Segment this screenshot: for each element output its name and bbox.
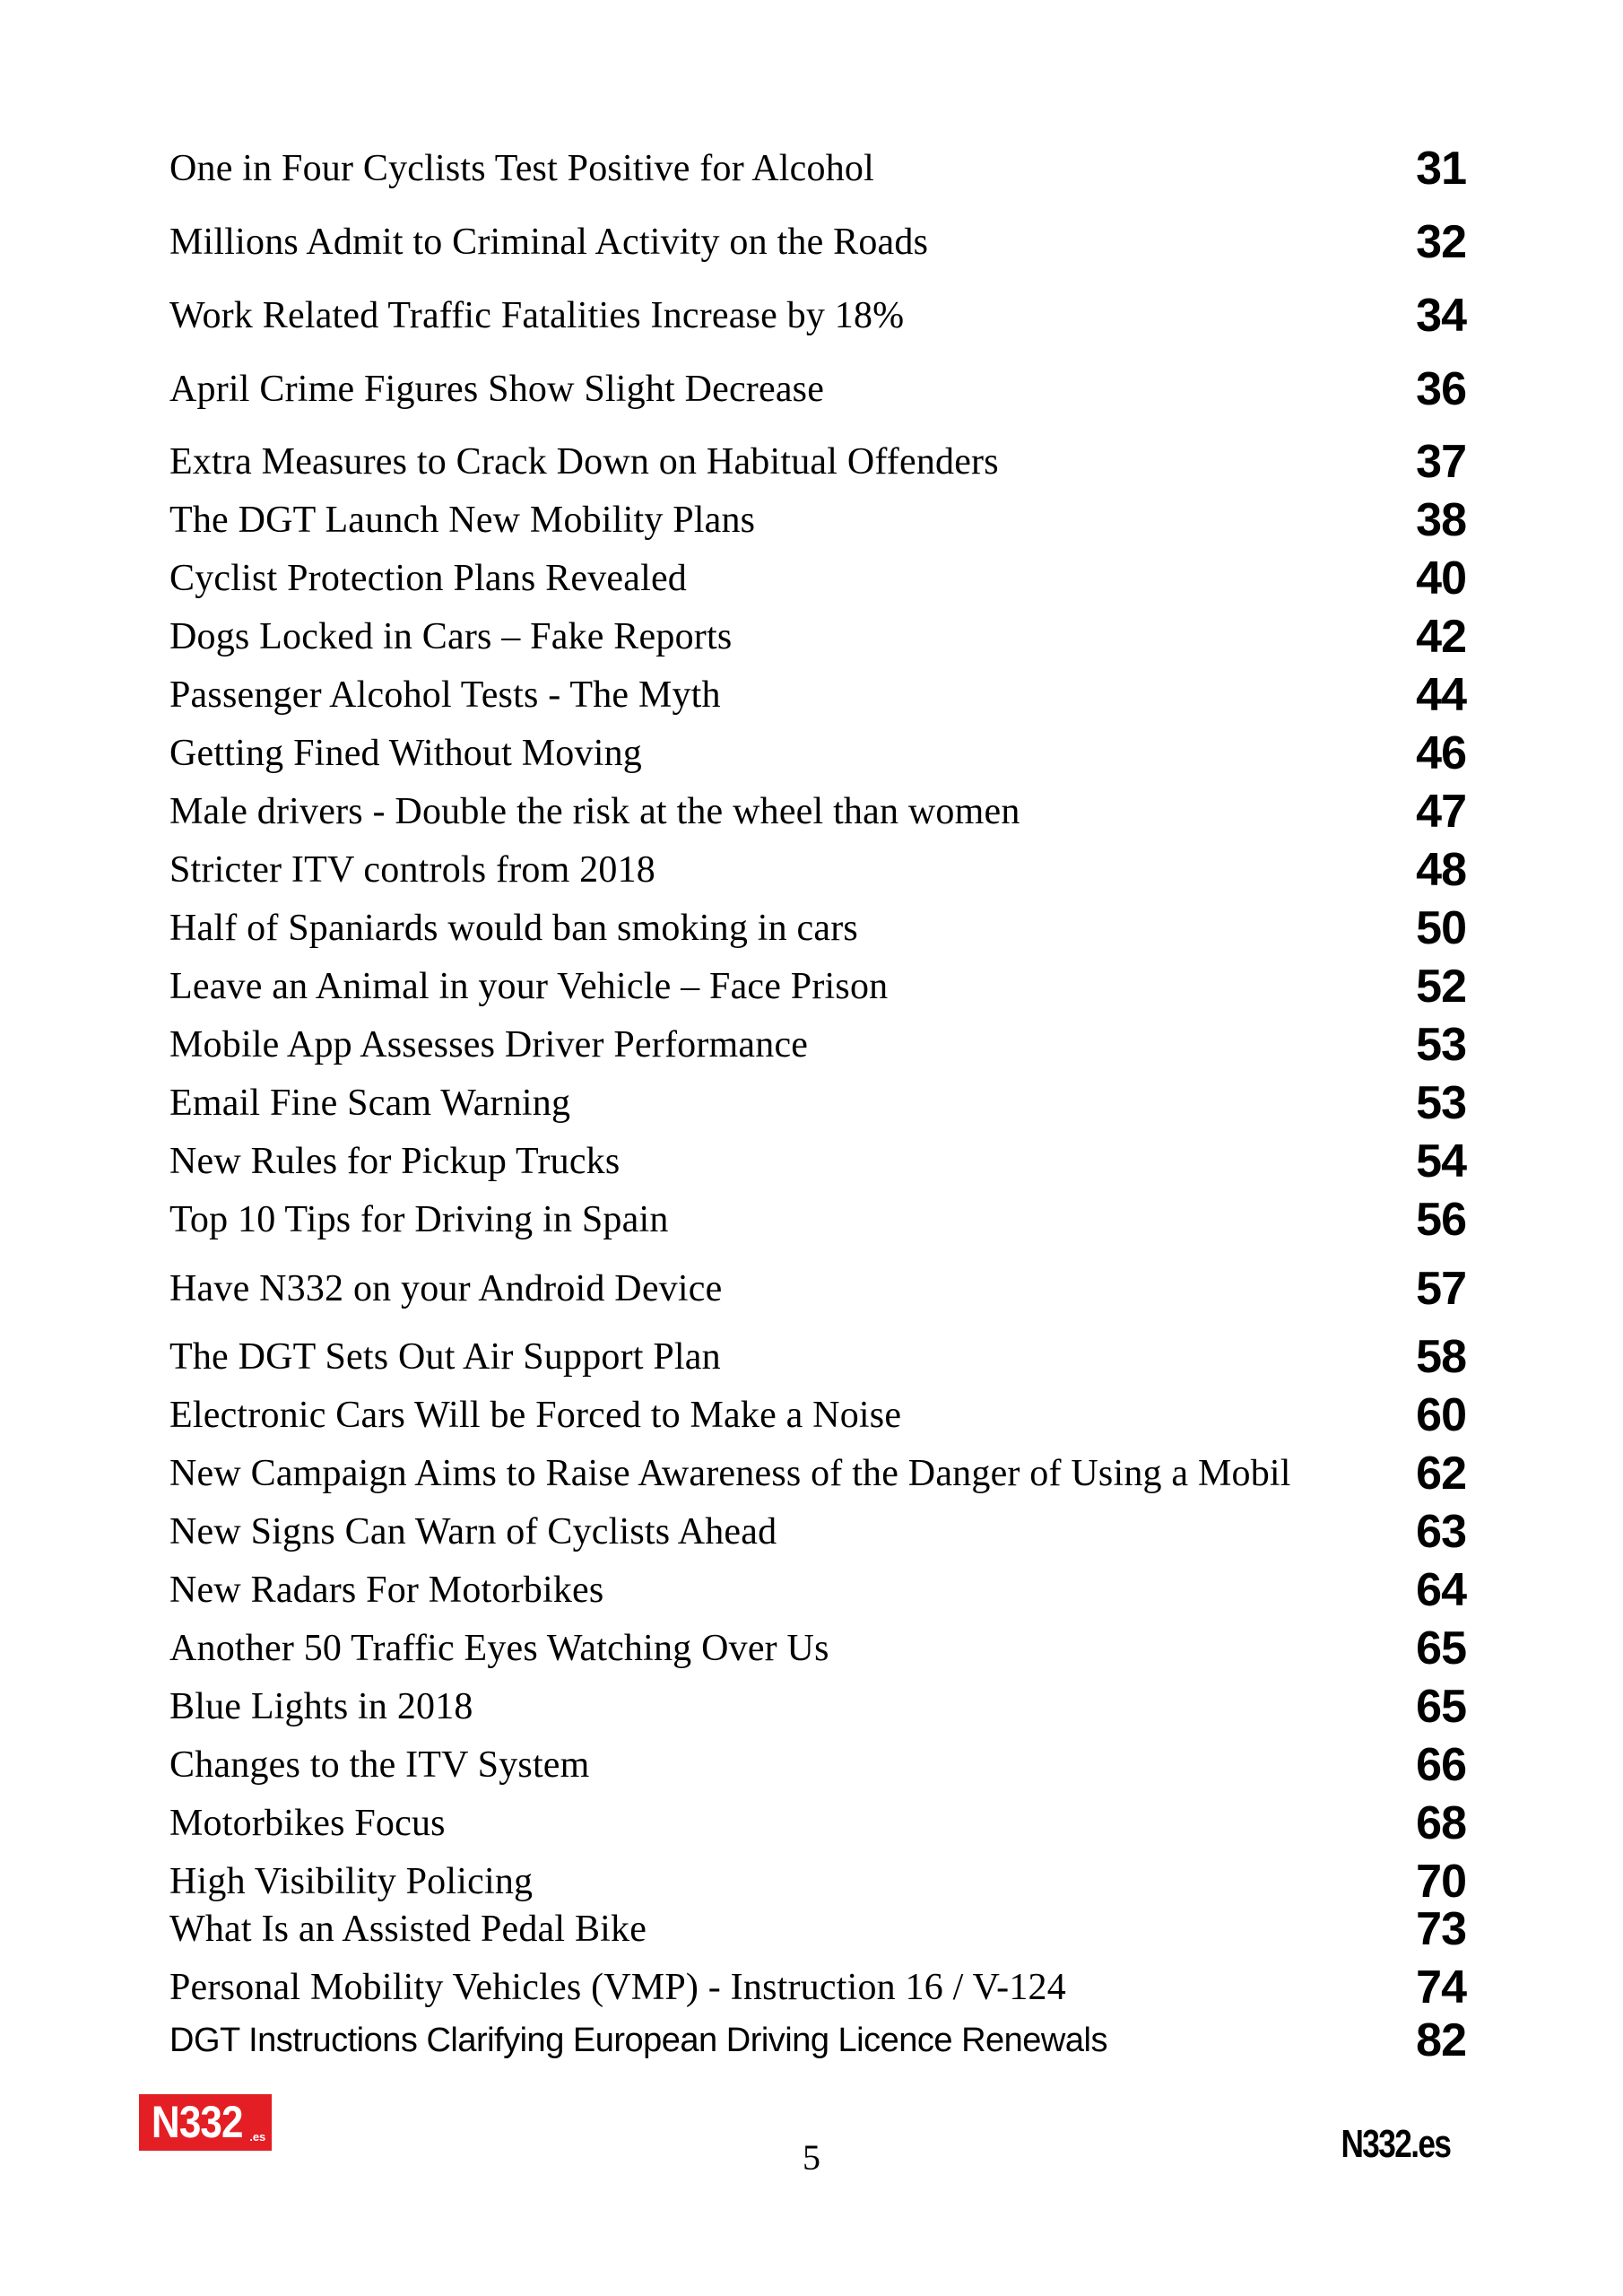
toc-entry bbox=[0, 1262, 1623, 1316]
toc-entry-title: New Rules for Pickup Trucks bbox=[169, 1141, 621, 1182]
toc-entry-page-number: 82 bbox=[1416, 2014, 1466, 2066]
toc-entry bbox=[0, 610, 1623, 664]
toc-entry bbox=[0, 362, 1623, 416]
toc-entry bbox=[0, 726, 1623, 780]
toc-entry bbox=[0, 493, 1623, 547]
toc-entry-title: Stricter ITV controls from 2018 bbox=[169, 849, 655, 891]
toc-entry-page-number: 73 bbox=[1416, 1903, 1466, 1955]
toc-entry-title: New Signs Can Warn of Cyclists Ahead bbox=[169, 1511, 777, 1552]
toc-entry-title: Motorbikes Focus bbox=[169, 1803, 446, 1844]
toc-entry-title: Changes to the ITV System bbox=[169, 1744, 590, 1786]
toc-entry bbox=[0, 785, 1623, 839]
toc-entry-page-number: 31 bbox=[1416, 143, 1466, 195]
toc-entry-page-number: 37 bbox=[1416, 436, 1466, 488]
toc-entry-title: What Is an Assisted Pedal Bike bbox=[169, 1909, 647, 1950]
toc-entry-title: The DGT Sets Out Air Support Plan bbox=[169, 1336, 721, 1378]
toc-entry-page-number: 65 bbox=[1416, 1622, 1466, 1674]
toc-entry-page-number: 36 bbox=[1416, 363, 1466, 415]
toc-entry-title: Top 10 Tips for Driving in Spain bbox=[169, 1199, 669, 1240]
toc-entry bbox=[0, 1505, 1623, 1559]
toc-entry-page-number: 47 bbox=[1416, 786, 1466, 838]
toc-entry bbox=[0, 901, 1623, 955]
toc-entry-title: Email Fine Scam Warning bbox=[169, 1083, 571, 1124]
toc-entry-title: Passenger Alcohol Tests - The Myth bbox=[169, 674, 721, 716]
toc-entry-title: Half of Spaniards would ban smoking in cars bbox=[169, 908, 858, 949]
toc-entry-page-number: 54 bbox=[1416, 1135, 1466, 1187]
toc-entry bbox=[0, 960, 1623, 1013]
toc-entry-title: New Campaign Aims to Raise Awareness of the Danger of Using a Mobil bbox=[169, 1453, 1291, 1494]
toc-entry bbox=[0, 2013, 1623, 2067]
toc-entry bbox=[0, 843, 1623, 897]
toc-entry-title: The DGT Launch New Mobility Plans bbox=[169, 500, 756, 541]
toc-entry-title: Cyclist Protection Plans Revealed bbox=[169, 558, 688, 599]
toc-entry bbox=[0, 215, 1623, 269]
toc-entry-title: Personal Mobility Vehicles (VMP) - Instruction 16 / V-124 bbox=[169, 1967, 1066, 2008]
toc-entry-title: Extra Measures to Crack Down on Habitual Offenders bbox=[169, 441, 999, 483]
toc-entry bbox=[0, 1330, 1623, 1384]
toc-entry-title: Blue Lights in 2018 bbox=[169, 1686, 473, 1727]
toc-entry-page-number: 34 bbox=[1416, 290, 1466, 342]
toc-entry-title: New Radars For Motorbikes bbox=[169, 1570, 604, 1611]
toc-entry-page-number: 50 bbox=[1416, 902, 1466, 954]
toc-entry-page-number: 48 bbox=[1416, 844, 1466, 896]
toc-entry-page-number: 57 bbox=[1416, 1263, 1466, 1315]
toc-entry-title: High Visibility Policing bbox=[169, 1861, 534, 1902]
n332-logo-text: N332 bbox=[151, 2097, 243, 2147]
toc-entry-page-number: 58 bbox=[1416, 1331, 1466, 1383]
toc-entry-title: Leave an Animal in your Vehicle – Face Prison bbox=[169, 966, 889, 1007]
toc-entry bbox=[0, 552, 1623, 605]
toc-entry bbox=[0, 1135, 1623, 1188]
toc-entry-title: Male drivers - Double the risk at the wheel than women bbox=[169, 791, 1020, 832]
toc-entry-page-number: 44 bbox=[1416, 669, 1466, 721]
toc-entry bbox=[0, 1796, 1623, 1850]
toc-entry-title: Millions Admit to Criminal Activity on the Roads bbox=[169, 222, 929, 263]
toc-entry bbox=[0, 142, 1623, 196]
toc-entry bbox=[0, 1622, 1623, 1675]
toc-entry-page-number: 68 bbox=[1416, 1797, 1466, 1849]
toc-entry-page-number: 53 bbox=[1416, 1077, 1466, 1129]
toc-entry-page-number: 74 bbox=[1416, 1961, 1466, 2013]
toc-entry bbox=[0, 1902, 1623, 1956]
toc-entry-page-number: 46 bbox=[1416, 727, 1466, 779]
toc-entry-page-number: 53 bbox=[1416, 1019, 1466, 1071]
n332-logo-suffix: .es bbox=[249, 2130, 266, 2144]
toc-entry-page-number: 64 bbox=[1416, 1564, 1466, 1616]
toc-entry-page-number: 40 bbox=[1416, 552, 1466, 604]
toc-entry bbox=[0, 1076, 1623, 1130]
toc-entry bbox=[0, 1680, 1623, 1734]
toc-entry-page-number: 63 bbox=[1416, 1506, 1466, 1558]
toc-entry-page-number: 38 bbox=[1416, 494, 1466, 546]
toc-entry-page-number: 70 bbox=[1416, 1856, 1466, 1908]
toc-entry-page-number: 60 bbox=[1416, 1389, 1466, 1441]
site-name: N332.es bbox=[1341, 2122, 1450, 2166]
toc-entry-title: One in Four Cyclists Test Positive for Alcohol bbox=[169, 148, 874, 189]
toc-entry-title: Mobile App Assesses Driver Performance bbox=[169, 1024, 809, 1065]
toc-entry-page-number: 52 bbox=[1416, 961, 1466, 1013]
toc-entry bbox=[0, 1738, 1623, 1792]
toc-entry bbox=[0, 289, 1623, 343]
toc-entry-page-number: 32 bbox=[1416, 216, 1466, 268]
toc-entry-page-number: 62 bbox=[1416, 1448, 1466, 1500]
toc-entry bbox=[0, 1563, 1623, 1617]
toc-entry-title: Work Related Traffic Fatalities Increase by 18% bbox=[169, 295, 905, 336]
toc-entry-page-number: 66 bbox=[1416, 1739, 1466, 1791]
toc-entry-page-number: 42 bbox=[1416, 611, 1466, 663]
toc-entry-title: Getting Fined Without Moving bbox=[169, 733, 642, 774]
toc-entry bbox=[0, 1193, 1623, 1247]
toc-entry-title: April Crime Figures Show Slight Decrease bbox=[169, 369, 825, 410]
toc-entry-title: Have N332 on your Android Device bbox=[169, 1268, 723, 1309]
toc-entry-title: Electronic Cars Will be Forced to Make a Noise bbox=[169, 1395, 902, 1436]
toc-entry-title: Dogs Locked in Cars – Fake Reports bbox=[169, 616, 733, 657]
toc-entry bbox=[0, 1388, 1623, 1442]
toc-entry bbox=[0, 1961, 1623, 2014]
page-number: 5 bbox=[803, 2137, 820, 2178]
toc-entry bbox=[0, 668, 1623, 722]
toc-entry bbox=[0, 1018, 1623, 1072]
toc-entry-page-number: 56 bbox=[1416, 1194, 1466, 1246]
toc-entry-title: Another 50 Traffic Eyes Watching Over Us bbox=[169, 1628, 829, 1669]
toc-entry bbox=[0, 1447, 1623, 1500]
toc-entry-page-number: 65 bbox=[1416, 1681, 1466, 1733]
toc-entry-title: DGT Instructions Clarifying European Driving Licence Renewals bbox=[169, 2022, 1107, 2059]
toc-entry bbox=[0, 435, 1623, 489]
toc-entry bbox=[0, 1855, 1623, 1909]
